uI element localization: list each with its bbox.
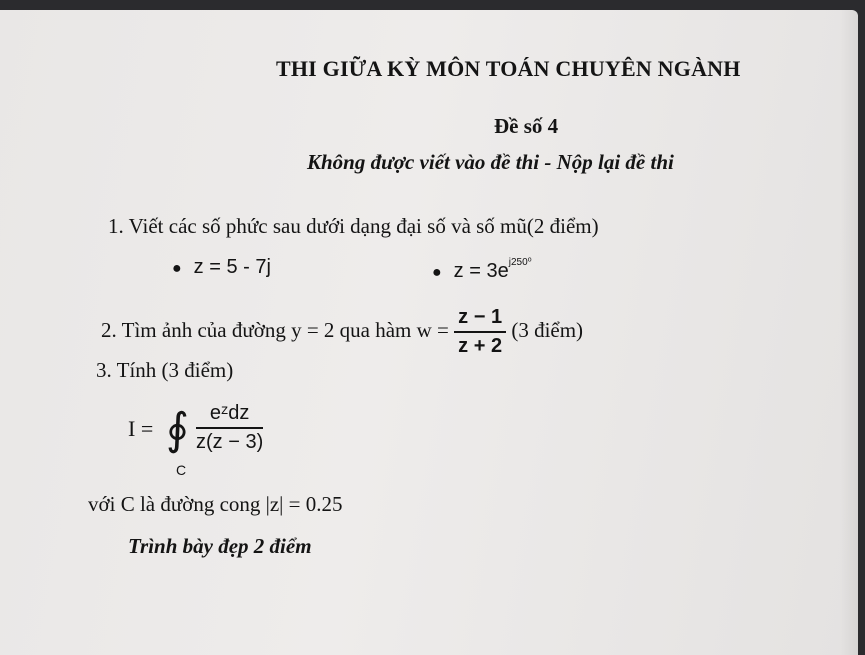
integral-subscript: C [176, 462, 187, 478]
question-2 [101, 306, 583, 358]
question-1: 1. Viết các số phức sau dưới dạng đại số và số mũ(2 điểm) [108, 214, 599, 238]
question-1-item-2 [432, 257, 532, 283]
presentation-note: Trình bày đẹp 2 điểm [128, 534, 312, 558]
question-2-text: 2. Tìm ảnh của đường y = 2 qua hàm w = [101, 317, 449, 342]
bullet-icon: ● [432, 264, 442, 281]
exam-paper [0, 10, 858, 655]
integral-lhs: I = [128, 416, 154, 441]
question-3: 3. Tính (3 điểm) [96, 358, 234, 382]
mapping-fraction [454, 306, 506, 358]
complex-number-2-exponent: j250⁰ [508, 257, 532, 269]
question-2-points: (3 điểm) [511, 317, 584, 342]
integral-numerator: eᶻdz [196, 402, 263, 429]
exam-number: Đề số 4 [494, 114, 559, 138]
integral-denominator: z(z − 3) [196, 431, 264, 453]
contour-statement: với C là đường cong |z| = 0.25 [88, 492, 343, 516]
fraction-denominator: z + 2 [458, 335, 503, 357]
complex-number-2 [453, 257, 532, 282]
complex-number-2-base: z = 3e [453, 260, 509, 282]
complex-number-1: z = 5 - 7j [193, 256, 271, 278]
bullet-icon: ● [172, 260, 182, 277]
fraction-numerator: z − 1 [454, 306, 506, 333]
exam-title: THI GIỮA KỲ MÔN TOÁN CHUYÊN NGÀNH [276, 56, 741, 81]
question-1-item-1 [172, 256, 271, 279]
integral-fraction [196, 402, 263, 454]
contour-integral-icon: ∮ [166, 404, 189, 455]
exam-note: Không được viết vào đề thi - Nộp lại đề thi [307, 150, 674, 174]
